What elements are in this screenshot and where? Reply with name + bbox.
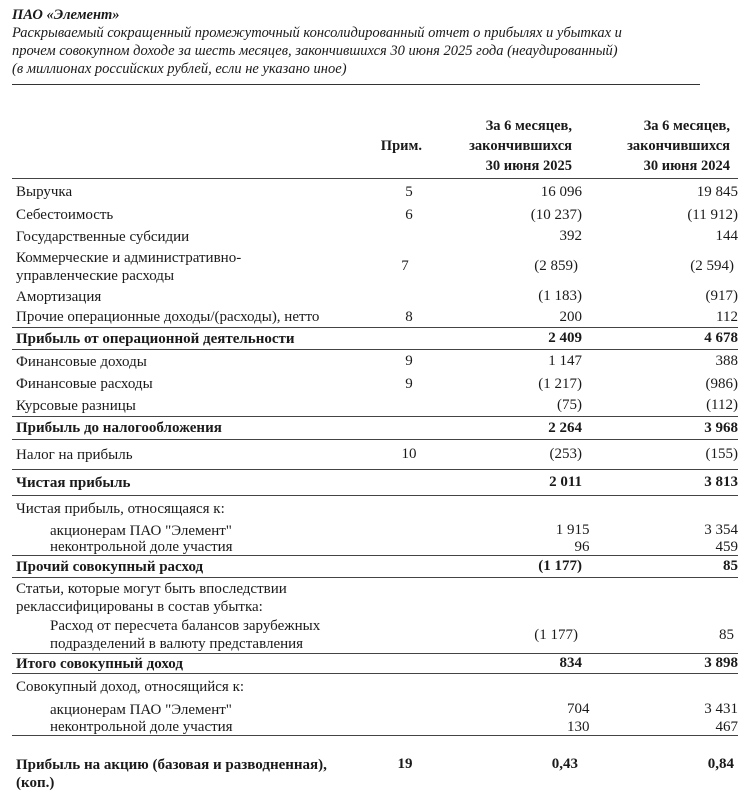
value-2024: 85 (723, 558, 738, 574)
value-2025: (10 237) (530, 206, 582, 223)
report-title-line2: прочем совокупном доходе за шесть месяцев, закончившихся 30 июня 2025 года (неаудированный) (12, 43, 618, 59)
row-label: Прибыль до налогообложения (16, 420, 222, 436)
value-2024: (11 912) (687, 206, 738, 223)
row-note: 10 (401, 446, 417, 462)
row-label: Государственные субсидии (16, 228, 190, 245)
value-2025: 1 147 (548, 353, 582, 369)
value-2025: (1 217) (538, 375, 582, 392)
row-label: Чистая прибыль, относящаяся к: (16, 501, 225, 517)
value-2024: (112) (706, 397, 738, 413)
row-label: Амортизация (16, 288, 102, 305)
table-row (12, 373, 738, 395)
table-row (12, 286, 738, 307)
table-row (12, 180, 738, 204)
column-header-divider (12, 178, 738, 179)
value-2024: 388 (715, 353, 738, 369)
row-label: Коммерческие и административно-управленческие расходы (16, 249, 242, 284)
company-name: ПАО «Элемент» (12, 7, 120, 23)
value-2024: 3 431 (704, 701, 739, 717)
value-2025: 96 (574, 538, 590, 555)
col-header-2024 (580, 116, 730, 176)
value-2024: (2 594) (690, 258, 734, 274)
value-2025: 834 (559, 655, 582, 671)
col-header-2024-line3: 30 июня 2024 (643, 158, 730, 174)
value-2025: (1 183) (538, 288, 582, 304)
value-2025: (75) (557, 397, 582, 413)
row-note: 9 (405, 375, 413, 392)
value-2025: (1 177) (534, 626, 578, 643)
value-2024: 459 (715, 538, 739, 555)
value-2024: 19 845 (696, 183, 738, 200)
row-label: Себестоимость (16, 207, 114, 223)
row-label: Курсовые разницы (16, 397, 136, 414)
col-header-2025-line2: закончившихся (469, 138, 572, 154)
value-2024: 0,84 (707, 756, 734, 772)
table-row (12, 247, 738, 286)
row-note: 8 (405, 308, 413, 325)
row-note: 19 (397, 756, 413, 772)
value-2024: (917) (705, 288, 738, 304)
value-2025: 200 (559, 308, 582, 325)
table-row (12, 470, 738, 496)
row-label: неконтрольной доле участия (50, 539, 233, 555)
col-header-note: Прим. (380, 138, 422, 154)
row-label: Статьи, которые могут быть впоследствии реклассифицированы в состав убытка: (16, 580, 287, 615)
value-2024: 4 678 (704, 330, 738, 346)
value-2024: 85 (719, 626, 734, 643)
table-row (12, 539, 738, 556)
value-2025: 16 096 (540, 183, 582, 200)
table-row (12, 226, 738, 247)
table-row (12, 522, 738, 539)
value-2024: 3 354 (704, 522, 739, 538)
table-row (12, 395, 738, 417)
row-note: 9 (405, 353, 413, 369)
value-2025: 130 (566, 718, 590, 735)
table-row (12, 617, 738, 654)
value-2025: 2 264 (548, 419, 582, 436)
report-title-line1: Раскрываемый сокращенный промежуточный консолидированный отчет о прибылях и убытках и (12, 25, 622, 41)
value-2024: 3 968 (704, 419, 738, 436)
col-header-2025-line1: За 6 месяцев, (485, 118, 572, 134)
value-2025: 2 011 (549, 474, 582, 490)
value-2024: 3 898 (704, 655, 738, 671)
col-header-2025 (420, 116, 572, 176)
row-label: Прочий совокупный расход (16, 558, 204, 575)
units-note: (в миллионах российских рублей, если не указано иное) (12, 61, 347, 77)
value-2024: 3 813 (704, 474, 738, 490)
value-2024: 144 (715, 228, 738, 244)
value-2025: 0,43 (551, 756, 578, 772)
row-label: неконтрольной доле участия (50, 719, 233, 735)
row-label: Финансовые доходы (16, 353, 147, 370)
row-label: Прибыль от операционной деятельности (16, 330, 295, 347)
value-2024: 467 (715, 718, 739, 735)
report-header (12, 6, 702, 78)
row-label: Чистая прибыль (16, 474, 131, 491)
table-row (12, 496, 738, 522)
table-row (12, 556, 738, 578)
table-row (12, 719, 738, 736)
value-2025: 392 (559, 228, 582, 244)
value-2024: (986) (705, 375, 738, 392)
income-statement-table (12, 180, 738, 800)
table-row (12, 350, 738, 373)
row-note: 7 (401, 258, 409, 274)
row-label: Прибыль на акцию (базовая и разводненная), (коп.) (16, 757, 327, 791)
row-note: 5 (405, 183, 413, 200)
table-row (12, 654, 738, 674)
row-label: Расход от пересчета балансов зарубежных подразделений в валюту представления (50, 618, 321, 652)
col-header-2024-line1: За 6 месяцев, (643, 118, 730, 134)
value-2025: (253) (549, 446, 582, 462)
table-row (12, 736, 738, 800)
row-label: Финансовые расходы (16, 376, 153, 392)
table-row (12, 700, 738, 719)
table-row (12, 307, 738, 328)
value-2025: 2 409 (548, 330, 582, 346)
table-row (12, 204, 738, 226)
table-row (12, 674, 738, 700)
value-2024: (155) (705, 446, 738, 462)
value-2025: 704 (566, 701, 590, 717)
table-row (12, 328, 738, 350)
row-note: 6 (405, 206, 413, 223)
row-label: акционерам ПАО "Элемент" (50, 701, 232, 718)
row-label: Итого совокупный доход (16, 655, 183, 672)
header-divider (12, 84, 700, 85)
value-2025: (1 177) (538, 558, 582, 574)
col-header-2025-line3: 30 июня 2025 (485, 158, 572, 174)
row-label: акционерам ПАО "Элемент" (50, 522, 232, 539)
row-label: Прочие операционные доходы/(расходы), нетто (16, 309, 320, 325)
value-2025: (2 859) (534, 258, 578, 274)
value-2025: 1 915 (555, 522, 590, 538)
value-2024: 112 (716, 308, 738, 325)
row-label: Налог на прибыль (16, 446, 133, 463)
table-row (12, 417, 738, 440)
row-label: Выручка (16, 184, 73, 200)
row-label: Совокупный доход, относящийся к: (16, 679, 245, 695)
col-header-2024-line2: закончившихся (627, 138, 730, 154)
table-row (12, 440, 738, 470)
table-row (12, 578, 738, 617)
